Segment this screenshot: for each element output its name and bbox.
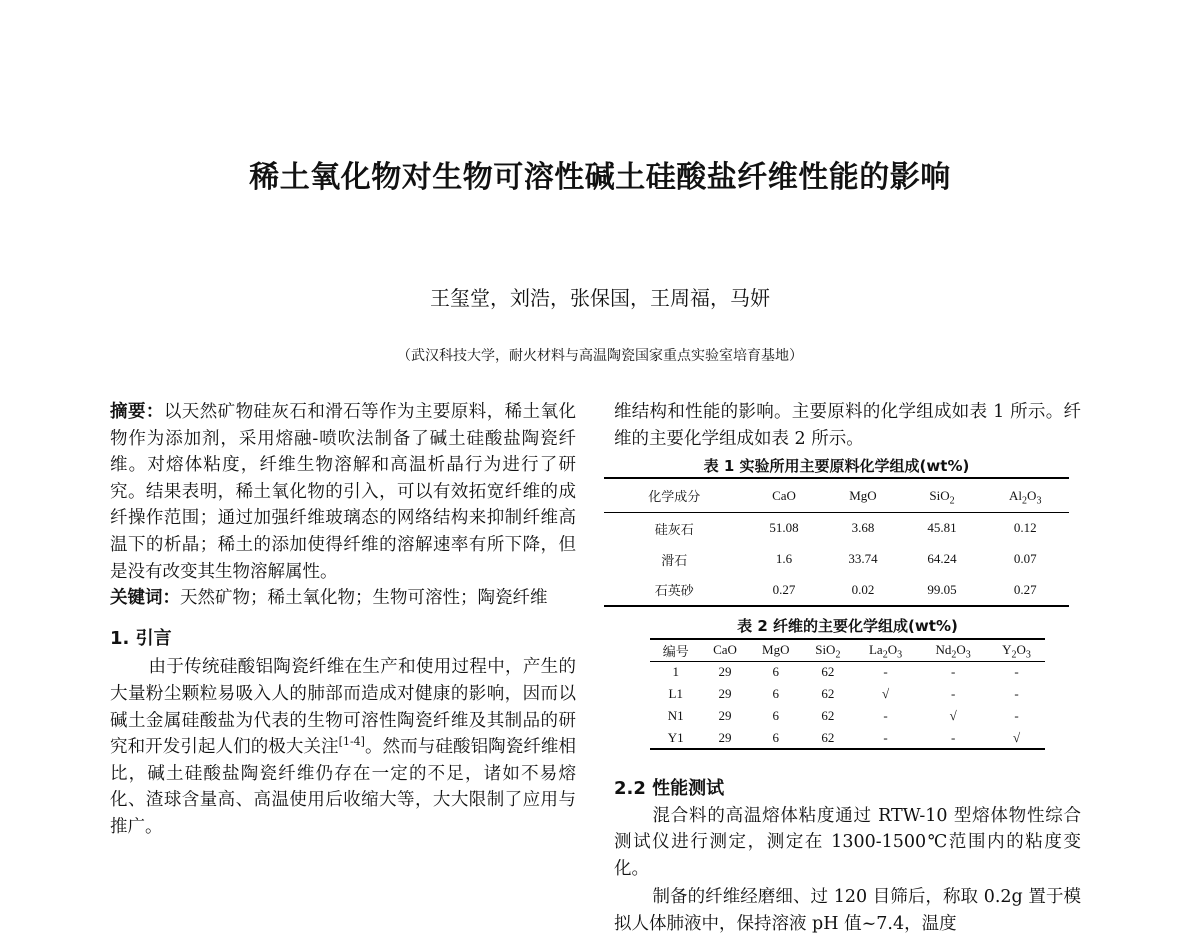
table-cell: 6 — [772, 686, 779, 701]
keywords — [110, 585, 576, 612]
table-cell: 0.07 — [1013, 551, 1037, 566]
table2-header-cell: CaO — [701, 639, 748, 661]
table2-header-cell — [853, 639, 918, 661]
right-column-intro — [614, 399, 1081, 452]
table2-header-cell — [988, 639, 1045, 661]
table-cell: 0.02 — [851, 581, 875, 597]
table-cell: - — [883, 729, 888, 745]
abstract — [110, 399, 576, 585]
subscript: 2 — [882, 649, 888, 661]
table2-header-cell: MgO — [749, 639, 803, 661]
subscript: 2 — [949, 495, 955, 507]
table-cell: Y1 — [667, 729, 684, 745]
table-row — [604, 513, 1069, 544]
table2-caption: 表 2 纤维的主要化学组成(wt%) — [737, 617, 958, 635]
subscript: 3 — [897, 649, 903, 661]
table-row — [650, 705, 1045, 727]
table-cell: 29 — [718, 686, 732, 701]
table-cell: 62 — [821, 664, 835, 680]
table-cell: 3.68 — [851, 520, 875, 536]
table1-header-cell: 化学成分 — [604, 478, 744, 513]
table1-header-cell — [981, 478, 1069, 513]
header-text: O — [1016, 642, 1026, 658]
table2-header-cell — [803, 639, 853, 661]
table-cell: √ — [949, 708, 957, 723]
affiliation: （武汉科技大学，耐火材料与高温陶瓷国家重点实验室培育基地） — [397, 348, 803, 364]
table-cell: 64.24 — [927, 551, 957, 566]
table-row — [650, 661, 1045, 683]
dissolution-paragraph: 制备的纤维经磨细、过 120 目筛后，称取 0.2g 置于模拟人体肺液中，保持溶液 pH 值~7.4，温度 — [614, 887, 1081, 934]
keywords-text: 天然矿物；稀土氧化物；生物可溶性；陶瓷纤维 — [180, 588, 548, 609]
table-cell: - — [1014, 686, 1019, 701]
header-text: Y — [1002, 642, 1012, 658]
table-row — [604, 544, 1069, 575]
table-cell: 6 — [772, 664, 779, 680]
table1-caption: 表 1 实验所用主要原料化学组成(wt%) — [703, 457, 970, 475]
table1 — [604, 477, 1069, 607]
table-cell: 29 — [718, 729, 732, 745]
abstract-text: 以天然矿物硅灰石和滑石等作为主要原料，稀土氧化物作为添加剂，采用熔融-喷吹法制备了碱土硅酸盐陶瓷纤维。对熔体粘度，纤维生物溶解和高温析晶行为进行了研究。结果表明，稀土氧化物的引入，可以有效拓宽纤维的成纤操作范围；通过加强纤维玻璃态的网络结构来抑制纤维高温下的析晶；稀土的添加使得纤维的溶解速率有所下降，但是没有改变其生物溶解属性。 — [110, 402, 577, 582]
citation-ref: [1-4] — [338, 735, 365, 749]
table-cell: √ — [1012, 729, 1021, 745]
subscript: 3 — [1025, 649, 1031, 661]
table-cell: 硅灰石 — [654, 521, 694, 537]
table-row — [650, 683, 1045, 705]
table2-header-row — [650, 639, 1045, 661]
table-cell: - — [883, 708, 888, 723]
subscript: 3 — [965, 649, 971, 661]
section-2-2 — [614, 776, 1081, 938]
table1-header-row — [604, 478, 1069, 513]
header-text: O — [956, 642, 966, 658]
subscript: 2 — [951, 649, 957, 661]
table-cell: 62 — [821, 686, 835, 701]
subscript: 3 — [1036, 495, 1042, 507]
table-cell: L1 — [668, 686, 683, 701]
table-cell: 99.05 — [927, 581, 957, 597]
table1-header-cell — [902, 478, 981, 513]
keywords-label: 关键词： — [110, 588, 180, 609]
left-column — [110, 399, 576, 841]
table2-header-cell: 编号 — [650, 639, 701, 661]
table-cell: 石英砂 — [654, 583, 694, 598]
viscosity-paragraph: 混合料的高温熔体粘度通过 RTW-10 型熔体物性综合测试仪进行测定，测定在 1300-1500℃范围内的粘度变化。 — [614, 805, 1081, 879]
table-row — [604, 575, 1069, 606]
header-text: Nd — [935, 642, 952, 658]
table-cell: - — [950, 686, 956, 701]
table-cell: - — [1014, 664, 1019, 680]
table-cell: 62 — [821, 708, 835, 723]
table1-header-cell: MgO — [823, 478, 902, 513]
header-text: O — [887, 642, 898, 658]
table-cell: 1.6 — [775, 551, 793, 566]
table-cell: 33.74 — [848, 551, 878, 566]
table-cell: 6 — [772, 708, 779, 723]
intro-paragraph — [110, 654, 576, 840]
table-cell: 29 — [718, 664, 732, 680]
header-text: Al — [1009, 487, 1023, 503]
header-text: La — [868, 642, 883, 658]
header-text: O — [1027, 487, 1037, 503]
subscript: 2 — [1022, 495, 1028, 507]
table-cell: 0.12 — [1013, 520, 1037, 536]
table-cell: 6 — [772, 729, 779, 745]
intro-text-a: 由于传统硅酸铝陶瓷纤维在生产和使用过程中，产生的大量粉尘颗粒易吸入人的肺部而造成对健康的影响，因而以碱土金属硅酸盐为代表的生物可溶性陶瓷纤维及其制品的研究和开发引起人们的极大关注 — [110, 657, 576, 758]
table2-header-cell — [918, 639, 988, 661]
header-text: SiO — [929, 487, 950, 503]
table-cell: 45.81 — [927, 520, 957, 536]
table-cell: 0.27 — [1013, 581, 1037, 597]
subscript: 2 — [835, 649, 841, 661]
author-list: 王玺堂，刘浩，张保国，王周福，马妍 — [430, 286, 770, 310]
intro-text-b: 。然而与硅酸铝陶瓷纤维相比，碱土硅酸盐陶瓷纤维仍存在一定的不足，诸如不易熔化、渣球含量高、高温使用后收缩大等，大大限制了应用与推广。 — [110, 737, 577, 837]
table-cell: - — [950, 664, 956, 680]
table-cell: 62 — [821, 729, 835, 745]
table-cell: 滑石 — [661, 552, 688, 568]
subscript: 2 — [1011, 649, 1017, 661]
table-cell: N1 — [667, 708, 684, 723]
table-cell: 29 — [718, 708, 732, 723]
table-cell: - — [1014, 708, 1019, 723]
table-row — [650, 727, 1045, 749]
paper-title: 稀土氧化物对生物可溶性碱土硅酸盐纤维性能的影响 — [249, 160, 951, 195]
table-cell: √ — [881, 686, 890, 701]
table-cell: - — [950, 729, 956, 745]
abstract-label: 摘要： — [110, 402, 164, 422]
section-2-2-heading: 2.2 性能测试 — [614, 778, 725, 799]
table2 — [650, 638, 1045, 750]
section-1-heading: 1. 引言 — [110, 627, 172, 649]
table-cell: 0.27 — [772, 581, 796, 597]
table-cell: 1 — [672, 664, 679, 680]
table-cell: - — [883, 664, 888, 680]
table1-header-cell: CaO — [744, 478, 823, 513]
table-cell: 51.08 — [769, 520, 799, 536]
header-text: SiO — [815, 642, 836, 658]
right-intro-text: 维结构和性能的影响。主要原料的化学组成如表 1 所示。纤维的主要化学组成如表 2 所示。 — [614, 402, 1081, 449]
